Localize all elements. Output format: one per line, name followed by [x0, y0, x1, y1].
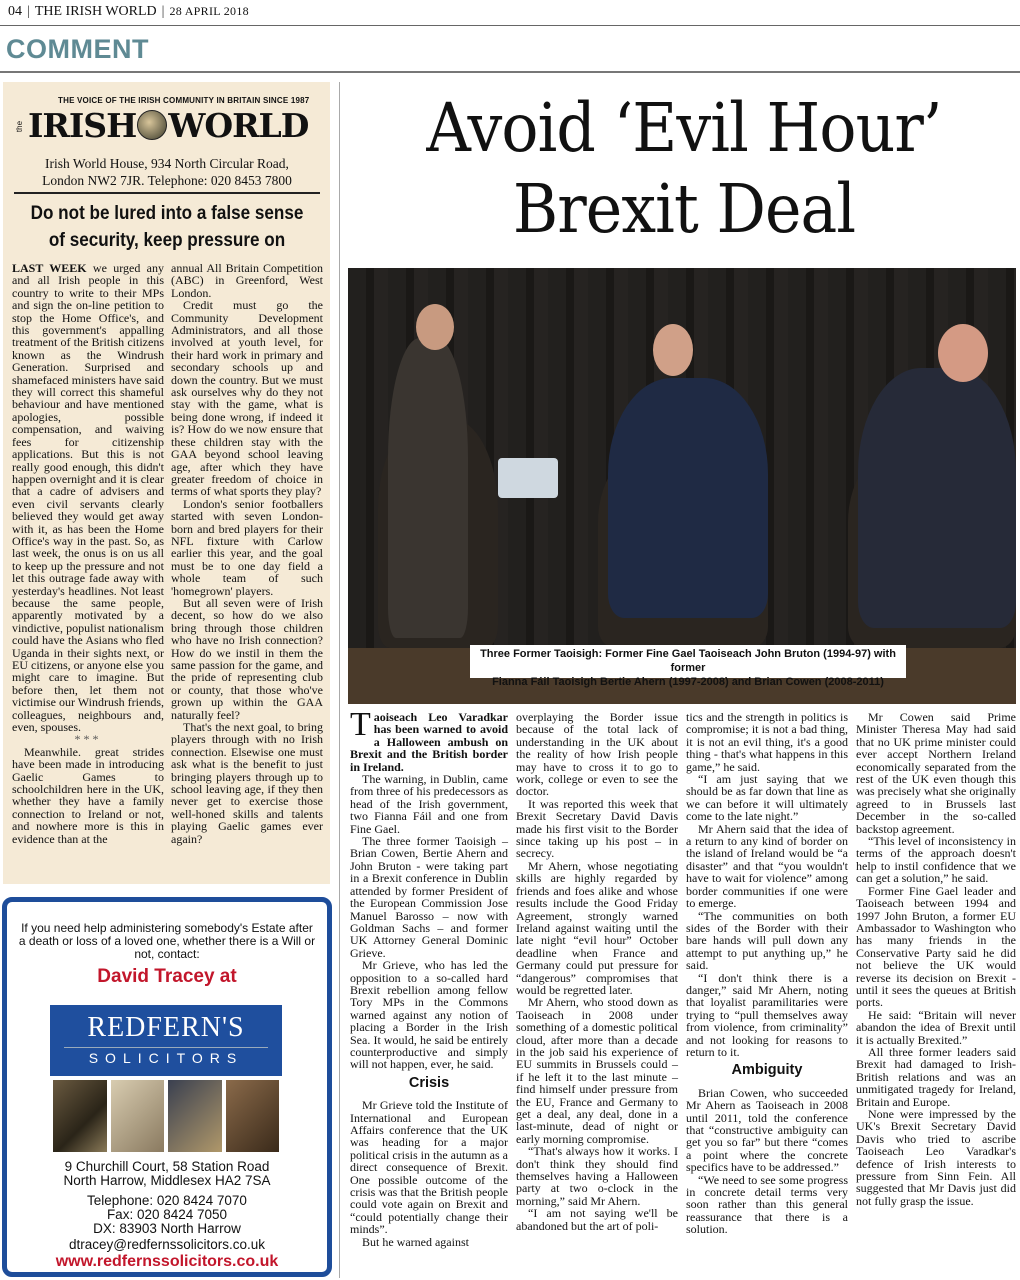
- editorial-paragraph: annual All Britain Competition (ABC) in Greenford, West London.: [171, 261, 323, 300]
- drop-cap: T: [350, 706, 371, 743]
- editorial-paragraph: we urged any and all Irish people in this country to write to their MPs and sign the on-line petition to stop the Home Office's, and this government's appalling treatment of the British citizens known as the Windrush Generation. Surprised and shamefaced ministers have said they will correct this shameful behaviour and have mentioned apologies, possible compensation, and waiving fees for citizenship applications. But this is not really good enough, this didn't happen overnight and it is clear that a cadre of advisers and even civil servants clearly believed they would get away with it, as has been the Home Office's way in the past. So, as last week, the onus is on us all to keep up the pressure and not let this outrage fade away with yesterday's headlines. Not least because the same people, apparently motivated by a vindictive, populist nationalism could have the Asians who fled Uganda in their sights next, or EU citizens, or anyone else you might care to imagine. But before then, let them not victimise our Windrush friends, colleagues, neighbours and, even, spouses.: [12, 261, 164, 735]
- editorial-paragraph: London's senior footballers started with seven London-born and bred players for their NFL fixture with Carlow earlier this year, and the goal must be to one day field a whole team of such 'homegrown' players.: [171, 496, 323, 598]
- article-column-1: [350, 706, 508, 1249]
- handshake-photo: [226, 1080, 280, 1152]
- article-paragraph: Mr Cowen said Prime Minister Theresa May had said that no UK prime minister could ever accept Northern Ireland economically separated from the rest of the UK even though this was precisely what she originally agreed to in Brussels last December in the so-called backstop agreement.: [856, 710, 1016, 836]
- advert-fax: Fax: 020 8424 7050: [106, 1207, 228, 1222]
- editorial-paragraph: That's the next goal, to bring players through with no Irish connection. Elsewise one must ask what is the benefit to just bringing players through up to school leaving age, if they then never get to exercise those well-honed skills and talents playing Gaelic games ever again?: [171, 720, 323, 846]
- article-paragraph: “I am not saying we'll be abandoned but the art of poli-: [516, 1206, 678, 1233]
- article-column-3: [686, 711, 848, 1236]
- article-paragraph: “I am just saying that we should be as far down that line as we can before it will ultimately come to the late night.”: [686, 772, 848, 824]
- figure-bruton: [388, 338, 468, 638]
- section-break: ***: [74, 732, 102, 747]
- publication-name: THE IRISH WORLD: [34, 4, 157, 19]
- redferns-logo: [50, 1005, 282, 1076]
- advert-photo-strip: [50, 1077, 282, 1155]
- logo-sub: SOLICITORS: [64, 1047, 268, 1066]
- advert-address-1: 9 Churchill Court, 58 Station Road: [64, 1159, 270, 1174]
- address-line-1: Irish World House, 934 North Circular Road,: [45, 156, 289, 171]
- masthead-tagline: THE VOICE OF THE IRISH COMMUNITY IN BRITAIN SINCE 1987: [58, 96, 310, 105]
- face-cowen: [938, 324, 988, 382]
- article-paragraph: But he warned against: [362, 1234, 469, 1249]
- article-paragraph: Mr Ahern, whose negotiating skills are highly regarded by friends and foes alike and whose results include the Good Friday Agreement, strongly warned Ireland against waiting until the late night “evil hour” October deadline when France and Germany could put pressure for “dangerous” compromises that would be regretted later.: [516, 858, 678, 997]
- globe-icon: [137, 110, 167, 140]
- article-paragraph: overplaying the Border issue because of the total lack of understanding in the UK about the reality of how Irish people may have to cross it to go to work, college or even to see the doctor.: [516, 710, 678, 799]
- headline-line-1: Avoid ‘Evil Hour’: [426, 89, 942, 167]
- masthead-name-left: IRISH: [28, 106, 137, 145]
- gavel-photo: [53, 1080, 107, 1152]
- article-paragraph: “That's always how it works. I don't think they should find themselves having a Halloween party at two o-clock in the morning,” said Mr Ahern.: [516, 1144, 678, 1208]
- editorial-headline: [26, 200, 309, 254]
- article-paragraph: He said: “Britain will never abandon the idea of Brexit until it is actually Brexited.”: [856, 1007, 1016, 1047]
- face-ahern: [653, 324, 693, 376]
- advert-website[interactable]: www.redfernssolicitors.co.uk: [55, 1253, 279, 1270]
- headline-line-2: Brexit Deal: [512, 170, 856, 248]
- page-number: 04: [8, 4, 22, 19]
- article-headline: [377, 88, 992, 250]
- issue-date: 28 APRIL 2018: [169, 4, 249, 18]
- editorial-paragraph: Credit must go the Community Development Administrators, and all those involved at youth level, for their hard work in primary and secondary schools up and down the country. But we must ask ourselves why do they not stay with the game, what is being done wrong, if indeed it is? How do we now ensure that these children stay with the GAA beyond school leaving age, after which they have greater freedom of choice in terms of what sports they play?: [171, 298, 323, 499]
- advert-dx: DX: 83903 North Harrow: [93, 1221, 241, 1236]
- article-paragraph: Brian Cowen, who succeeded Mr Ahern as Taoiseach in 2008 until 2011, told the conference that “constructive ambiguity can get you so far” but there “comes a point where the concrete specifics have to be addressed.”: [686, 1085, 848, 1175]
- article-paragraph: “We need to see some progress in concrete detail terms very soon rather than this general reassurance that there is a solution.: [686, 1172, 848, 1237]
- article-paragraph: Mr Grieve, who has led the opposition to a so-called hard Brexit rebellion among fellow Tory MPs in the Commons warned against any notion of placing a Border in the Irish Sea. It would, he said be entirely counterproductive and simply will not happen, ever, he said.: [350, 958, 508, 1072]
- masthead-name-right: WORLD: [168, 106, 309, 145]
- article-column-2: [516, 711, 678, 1232]
- advert-intro: If you need help administering somebody's Estate after a death or loss of a loved one, whether there is a Will or not, contact:: [18, 921, 316, 961]
- editorial-headline-line-2: of security, keep pressure on: [48, 230, 286, 251]
- advert-phone: Telephone: 020 8424 7070: [87, 1193, 247, 1208]
- pen-photo: [168, 1080, 222, 1152]
- article-intro: aoiseach Leo Varadkar has been warned to avoid a Halloween ambush on Brexit and the British border in Ireland.: [350, 710, 508, 774]
- article-photo: [348, 268, 1016, 704]
- page-header: 04 | THE IRISH WORLD | 28 APRIL 2018: [0, 0, 1020, 26]
- article-paragraph: The warning, in Dublin, came from three of his predecessors as head of the Irish government, two Fianna Fáil and one from Fine Gael.: [350, 772, 508, 836]
- advert-email[interactable]: dtracey@redfernssolicitors.co.uk: [68, 1237, 266, 1252]
- editorial-paragraph: Meanwhile. great strides have been made in introducing Gaelic Games to schoolchildren here in the UK, whether they have a family connection to Ireland or not, and nowhere more is this in evidence than at the: [12, 744, 164, 846]
- caption-line-1: Three Former Taoisigh: Former Fine Gael Taoiseach John Bruton (1994-97) with former: [480, 648, 896, 674]
- section-rule: [0, 71, 1020, 73]
- subhead-crisis: Crisis: [408, 1074, 450, 1091]
- photo-caption: [470, 645, 906, 688]
- advert-address-2: North Harrow, Middlesex HA2 7SA: [63, 1173, 271, 1188]
- editorial-column-1: [12, 262, 164, 845]
- article-paragraph: Former Fine Gael leader and Taoiseach between 1994 and 1997 John Bruton, a former EU Ambassador to Washington who has many friends in the Conservative Party said he did not believe the UK would reverse its decision on Brexit - until it sees the queues at British ports.: [856, 883, 1016, 1010]
- article-paragraph: tics and the strength in politics is compromise; it is not a bad thing, it is not an evil thing, it's a good thing - that's what happens in this game,” he said.: [686, 710, 848, 774]
- address-line-2: London NW2 7JR. Telephone: 020 8453 7800: [42, 173, 292, 188]
- document-photo: [111, 1080, 165, 1152]
- subhead-ambiguity: Ambiguity: [731, 1062, 803, 1079]
- article-paragraph: It was reported this week that Brexit Secretary David Davis made his first visit to the Border since taking up his post – in secrecy.: [516, 796, 678, 861]
- masthead-address: [14, 155, 320, 189]
- face-bruton: [416, 304, 454, 350]
- column-divider: [339, 82, 340, 1278]
- masthead-logo: [28, 106, 320, 145]
- figure-ahern: [608, 378, 768, 618]
- masthead-rule: [14, 192, 320, 194]
- article-paragraph: All three former leaders said Brexit had damaged to Irish-British relations and was an unmitigated tragedy for Ireland, Britain and Europe.: [856, 1044, 1016, 1109]
- article-paragraph: Mr Grieve told the Institute of International and European Affairs conference that the UK was heading for a major political crisis in the autumn as a direct consequence of Brexit. One possible outcome of the crisis was that the British people could vote again on Brexit and “could potentially change their minds”.: [350, 1098, 508, 1237]
- article-paragraph: None were impressed by the UK's Brexit Secretary David Davis who tried to ascribe Taoiseach Leo Varadkar's defence of Irish interests to pressure from Sinn Fein. All suggested that Mr Davis just did not fully grasp the issue.: [856, 1107, 1016, 1208]
- logo-name: REDFERN'S: [87, 1012, 245, 1043]
- article-paragraph: “The communities on both sides of the Border with their bare hands will pull down any attempt to put anything up,” he said.: [686, 908, 848, 973]
- editorial-paragraph: But all seven were of Irish decent, so how do we also bring through those children who have no Irish connection? How do we instil in them the same passion for the game, and the pride of representing club or county, that those who've grown up within the GAA naturally feel?: [171, 595, 323, 722]
- article-paragraph: The three former Taoisigh – Brian Cowen, Bertie Ahern and John Bruton - were taking part in a Brexit conference in Dublin attended by former President of the European Commission Jose Manuel Barosso – now with Goldman Sachs – and former UK Attorney General Dominic Grieve.: [350, 834, 508, 960]
- figure-cowen: [858, 368, 1016, 628]
- water-bottles: [498, 458, 558, 498]
- masthead-the: the: [15, 120, 25, 133]
- editorial-headline-line-1: Do not be lured into a false sense: [30, 203, 304, 224]
- editorial-lead: LAST WEEK: [12, 261, 87, 275]
- article-paragraph: Mr Ahern said that the idea of a return to any kind of border on the island of Ireland would be “a disaster” and that “you wouldn't have to wait for violence” among border communities if one were to emerge.: [686, 821, 848, 911]
- redferns-advert: [2, 897, 332, 1277]
- article-paragraph: “I don't think there is a danger,” said Mr Ahern, noting that loyalist paramilitaries were trying to “pull themselves away from violence, from criminality” and not looking for reasons to return to it.: [686, 970, 848, 1059]
- advert-contact-name: David Tracey at: [97, 966, 237, 987]
- caption-line-2: Fianna Fáil Taoisigh Bertie Ahern (1997-2008) and Brian Cowen (2008-2011): [492, 676, 884, 688]
- section-title: COMMENT: [6, 34, 149, 64]
- editorial-column-2: [171, 262, 323, 845]
- article-paragraph: Mr Ahern, who stood down as Taoiseach in 2008 under something of a domestic political cloud, after more than a decade in the job said his experience of EU summits in Brussels could – if he left it to the last minute – find himself under pressure from the EU, France and Germany to get a deal, any deal, done in a last-minute, dead of night or early morning compromise.: [516, 995, 678, 1146]
- article-column-4: [856, 711, 1016, 1207]
- article-paragraph: “This level of inconsistency in terms of the approach doesn't help to instil confidence that we can get a solution,” he said.: [856, 834, 1016, 886]
